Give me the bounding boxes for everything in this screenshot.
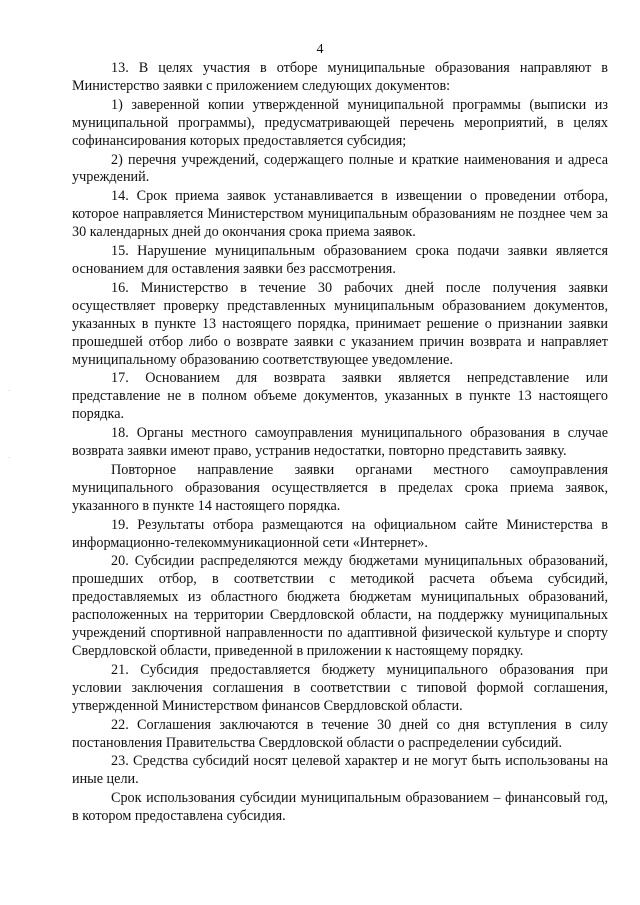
paragraph-19: 19. Результаты отбора размещаются на официальном сайте Министерства в информационно-телекоммуникационной сети «Интернет». xyxy=(72,516,608,551)
paragraph-15: 15. Нарушение муниципальным образованием срока подачи заявки является основанием для оставления заявки без рассмотрения. xyxy=(72,243,608,277)
paragraph-16: 16. Министерство в течение 30 рабочих дней после получения заявки осуществляет проверку представленных муниципальным образованием документов, указанных в пункте 13 настоящего порядка, принимает решение о признании заявки прошедшей отбор либо о возврате заявки с указанием причин возврата и направляет муниципальному образованию соответствующее уведомление. xyxy=(72,279,608,368)
paragraph-13: 13. В целях участия в отборе муниципальные образования направляют в Министерство заявки с приложением следующих документов: xyxy=(72,60,608,94)
paragraph-23: 23. Средства субсидий носят целевой характер и не могут быть использованы на иные цели. xyxy=(72,753,608,788)
page-number: 4 xyxy=(316,42,324,57)
paragraph-13-item-1: 1) заверенной копии утвержденной муниципальной программы (выписки из муниципальной программы), предусматривающей перечень мероприятий, в целях софинансирования которых предоставляется субсидия; xyxy=(72,96,608,149)
scan-margin-mark: · xyxy=(8,454,11,462)
paragraph-20: 20. Субсидии распределяются между бюджетами муниципальных образований, прошедших отбор, в соответствии с методикой расчета объема субсидий, предоставляемых из областного бюджета бюджетам муниципальных образований, расположенных на территории Свердловской области, на поддержку муниципальных учреждений спортивной направленности по адаптивной физической культуре и спорту Свердловской области, приведенной в приложении к настоящему порядку. xyxy=(72,553,608,659)
paragraph-18-continuation: Повторное направление заявки органами местного самоуправления муниципального образования осуществляется в пределах срока приема заявок, указанного в пункте 14 настоящего порядка. xyxy=(72,461,608,514)
paragraph-21: 21. Субсидия предоставляется бюджету муниципального образования при условии заключения соглашения в соответствии с типовой формой соглашения, утвержденной Министерством финансов Свердловской области. xyxy=(72,661,608,714)
paragraph-17: 17. Основанием для возврата заявки является непредставление или представление не в полном объеме документов, указанных в пункте 13 настоящего порядка. xyxy=(72,370,608,423)
paragraph-23-continuation: Срок использования субсидии муниципальным образованием – финансовый год, в котором предоставлена субсидия. xyxy=(72,790,608,825)
paragraph-18: 18. Органы местного самоуправления муниципального образования в случае возврата заявки имеют право, устранив недостатки, повторно представить заявку. xyxy=(72,425,608,460)
paragraph-22: 22. Соглашения заключаются в течение 30 дней со дня вступления в силу постановления Правительства Свердловской области о распределении субсидий. xyxy=(72,716,608,751)
document-body xyxy=(72,60,608,827)
scan-margin-mark: · xyxy=(8,387,11,395)
paragraph-13-item-2: 2) перечня учреждений, содержащего полные и краткие наименования и адреса учреждений. xyxy=(72,151,608,186)
paragraph-14: 14. Срок приема заявок устанавливается в извещении о проведении отбора, которое направляется Министерством муниципальным образованиям не позднее чем за 30 календарных дней до окончания срока приема заявок. xyxy=(72,188,608,241)
